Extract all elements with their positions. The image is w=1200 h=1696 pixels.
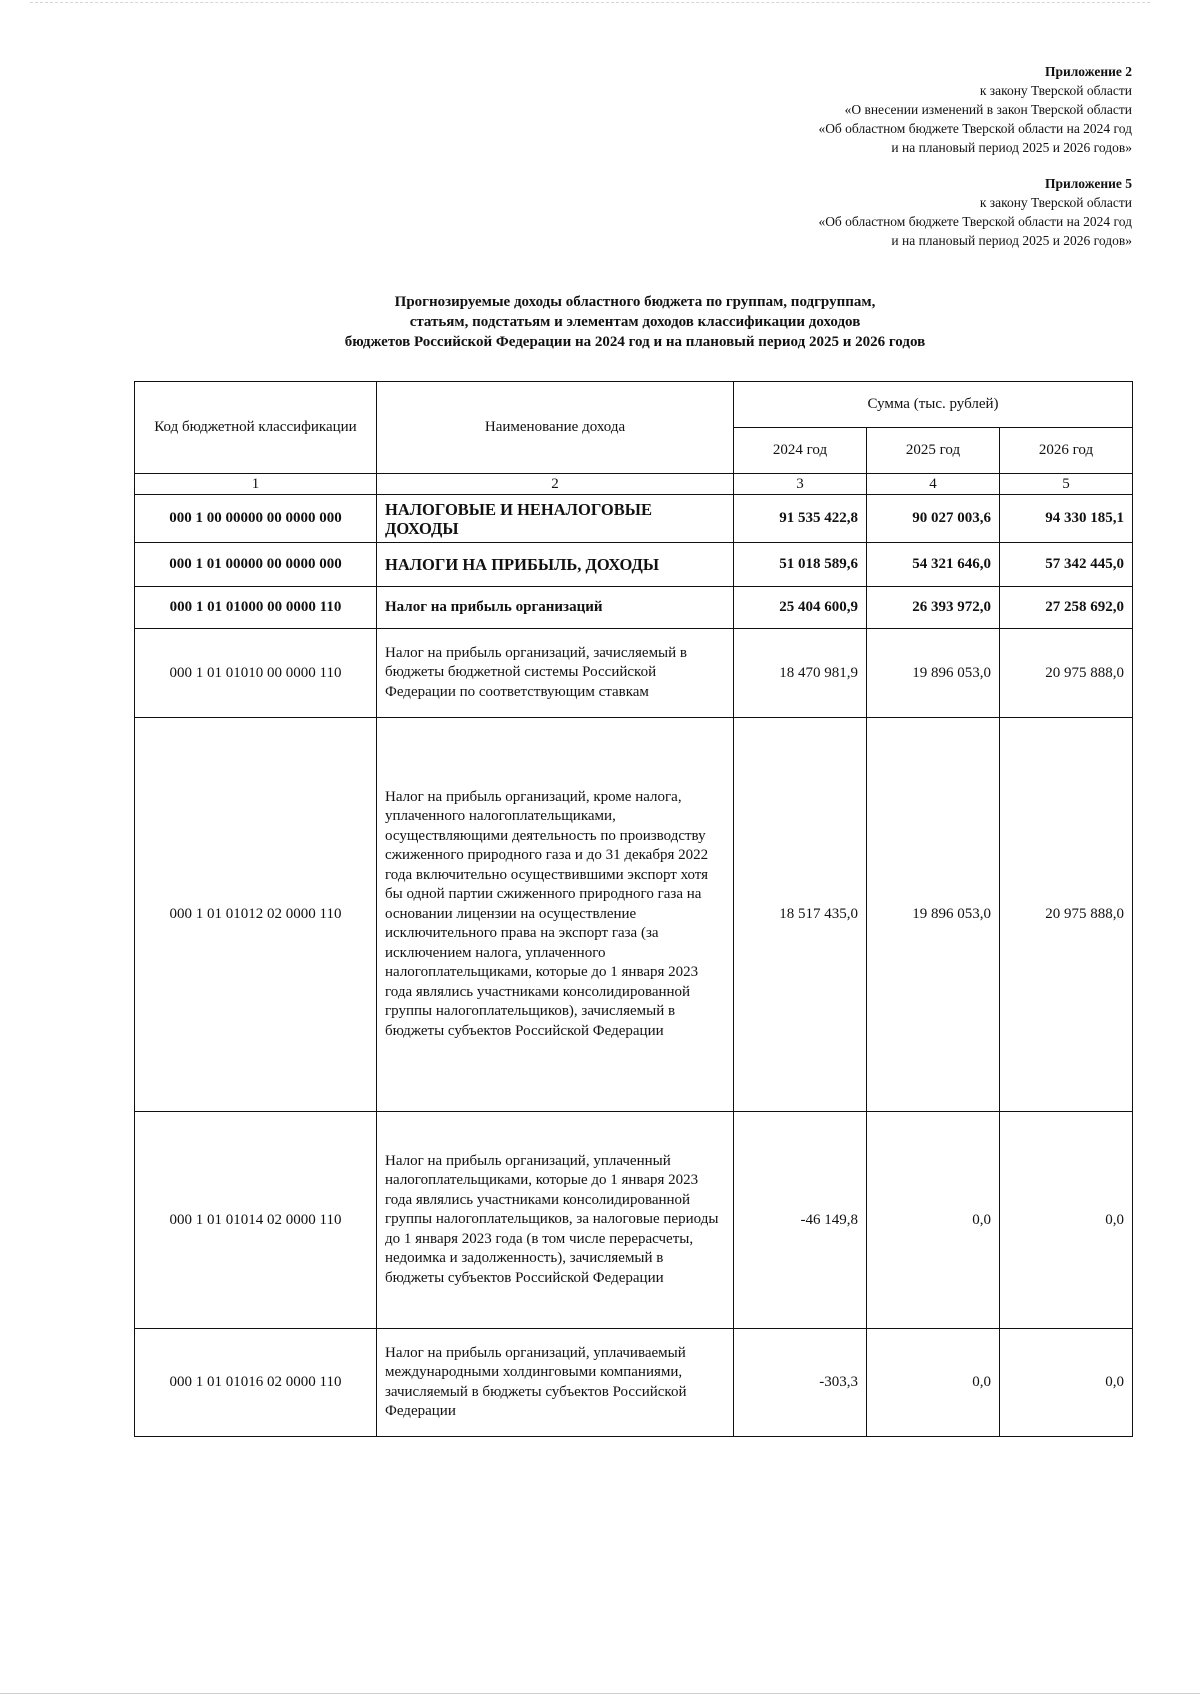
annex-2-line: «Об областном бюджете Тверской области на 2024 год [818,121,1132,136]
annex-5-line: «Об областном бюджете Тверской области на 2024 год [818,214,1132,229]
row-code: 000 1 01 01010 00 0000 110 [135,629,377,718]
row-value-2024: -303,3 [734,1329,867,1437]
row-name: Налог на прибыль организаций [377,587,734,629]
table-row [135,629,1133,718]
row-value-2025: 26 393 972,0 [867,587,1000,629]
row-value-2026: 0,0 [1000,1112,1133,1329]
row-value-2025: 19 896 053,0 [867,718,1000,1112]
row-value-2025: 54 321 646,0 [867,543,1000,587]
row-value-2024: 91 535 422,8 [734,495,867,543]
annex-2-line: и на плановый период 2025 и 2026 годов» [891,140,1132,155]
scan-border-top [30,2,1150,3]
row-code: 000 1 01 01000 00 0000 110 [135,587,377,629]
table-row [135,718,1133,1112]
scan-border-bottom [0,1693,1200,1694]
row-code: 000 1 01 01012 02 0000 110 [135,718,377,1112]
row-name: Налог на прибыль организаций, уплачиваемый международными холдинговыми компаниями, зачисляемый в бюджеты субъектов Российской Федерации [377,1329,734,1437]
row-code: 000 1 00 00000 00 0000 000 [135,495,377,543]
row-name: Налог на прибыль организаций, кроме налога, уплаченного налогоплательщиками, осуществляющими деятельность по производству сжиженного природного газа и до 31 декабря 2022 года включительно осуществившими экспорт хотя бы одной партии сжиженного природного газа на основании лицензии на осуществление исключительного права на экспорт газа (за исключением налога, уплаченного налогоплательщиками, которые до 1 января 2023 года являлись участниками консолидированной группы налогоплательщиков), зачисляемый в бюджеты субъектов Российской Федерации [377,718,734,1112]
annex-2-heading: Приложение 2 [1044,64,1132,79]
row-value-2025: 19 896 053,0 [867,629,1000,718]
annex-5-line: и на плановый период 2025 и 2026 годов» [891,233,1132,248]
row-name: НАЛОГОВЫЕ И НЕНАЛОГОВЫЕ ДОХОДЫ [377,495,734,543]
row-value-2026: 20 975 888,0 [1000,629,1133,718]
row-value-2026: 0,0 [1000,1329,1133,1437]
table-row [135,587,1133,629]
row-name: НАЛОГИ НА ПРИБЫЛЬ, ДОХОДЫ [377,543,734,587]
row-value-2026: 57 342 445,0 [1000,543,1133,587]
header-name: Наименование дохода [377,382,734,474]
row-value-2026: 27 258 692,0 [1000,587,1133,629]
annex-5-line: к закону Тверской области [979,195,1132,210]
row-value-2025: 0,0 [867,1112,1000,1329]
row-name: Налог на прибыль организаций, зачисляемый в бюджеты бюджетной системы Российской Федерации по соответствующим ставкам [377,629,734,718]
table-row [135,495,1133,543]
annex-2-line: к закону Тверской области [979,83,1132,98]
row-value-2024: 18 517 435,0 [734,718,867,1112]
title-line: бюджетов Российской Федерации на 2024 год и на плановый период 2025 и 2026 годов [344,334,926,350]
row-value-2024: 25 404 600,9 [734,587,867,629]
row-value-2026: 94 330 185,1 [1000,495,1133,543]
header-code: Код бюджетной классификации [135,382,377,474]
table-row [135,543,1133,587]
row-value-2025: 0,0 [867,1329,1000,1437]
row-code: 000 1 01 01014 02 0000 110 [135,1112,377,1329]
annex-5-block [818,174,1132,250]
income-table [134,381,1133,1437]
column-number: 5 [1000,474,1133,495]
header-year-2025: 2025 год [867,428,1000,474]
row-value-2024: 18 470 981,9 [734,629,867,718]
row-value-2026: 20 975 888,0 [1000,718,1133,1112]
row-value-2025: 90 027 003,6 [867,495,1000,543]
column-number: 2 [377,474,734,495]
document-title [200,292,1070,352]
annex-2-line: «О внесении изменений в закон Тверской области [844,102,1132,117]
row-value-2024: -46 149,8 [734,1112,867,1329]
column-number: 3 [734,474,867,495]
header-year-2026: 2026 год [1000,428,1133,474]
table-row [135,1112,1133,1329]
column-number: 4 [867,474,1000,495]
row-code: 000 1 01 00000 00 0000 000 [135,543,377,587]
row-value-2024: 51 018 589,6 [734,543,867,587]
header-sum: Сумма (тыс. рублей) [734,382,1133,428]
row-name: Налог на прибыль организаций, уплаченный налогоплательщиками, которые до 1 января 2023 года являлись участниками консолидированной группы налогоплательщиков, за налоговые периоды до 1 января 2023 года (в том числе перерасчеты, недоимка и задолженность), зачисляемый в бюджеты субъектов Российской Федерации [377,1112,734,1329]
annex-5-heading: Приложение 5 [1044,176,1132,191]
table-row [135,1329,1133,1437]
title-line: статьям, подстатьям и элементам доходов классификации доходов [409,314,861,330]
annex-2-block [818,62,1132,157]
header-year-2024: 2024 год [734,428,867,474]
row-code: 000 1 01 01016 02 0000 110 [135,1329,377,1437]
title-line: Прогнозируемые доходы областного бюджета по группам, подгруппам, [394,294,876,310]
column-number: 1 [135,474,377,495]
